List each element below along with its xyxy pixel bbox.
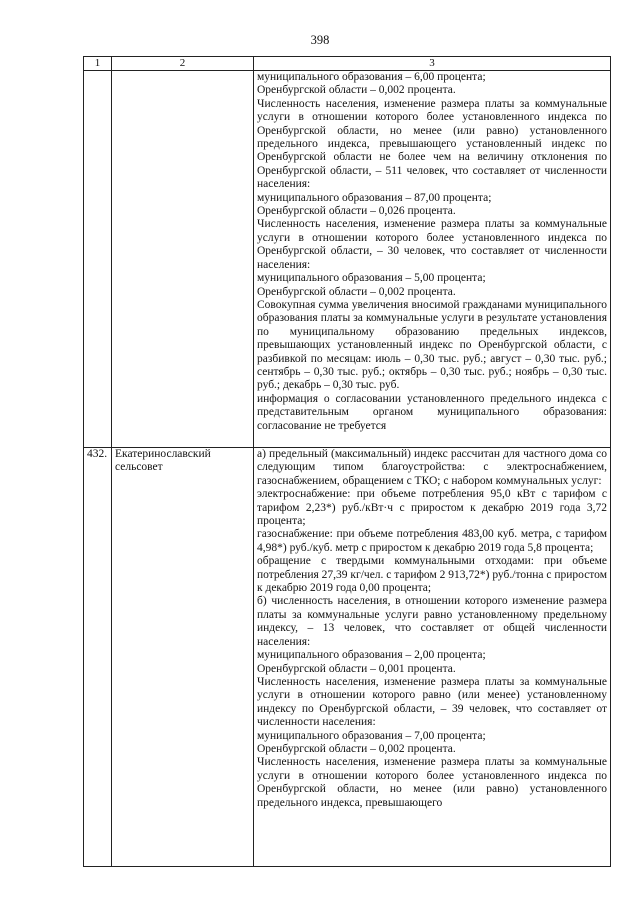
paragraph: Оренбургской области – 0,002 процента. xyxy=(257,84,456,97)
paragraph: б) численность населения, в отношении которого изменение размера платы за коммунальные услуги равно установленному предельному индексу, – 13 человек, что составляет от общей численности населения: xyxy=(257,595,607,648)
paragraph: Совокупная сумма увеличения вносимой гражданами муниципального образования платы за коммунальные услуги в результате установления по муниципальному образованию предельных индексов, превышающих установленный индекс по Оренбургской области, с разбивкой по месяцам: июль – 0,30 тыс. руб.; август – 0,30 тыс. руб.; сентябрь – 0,30 тыс. руб.; октябрь – 0,30 тыс. руб.; ноябрь – 0,30 тыс. руб.; декабрь – 0,30 тыс. руб. xyxy=(257,298,607,392)
paragraph: муниципального образования – 7,00 процента; xyxy=(257,729,486,742)
row-content xyxy=(254,71,611,448)
paragraph: Численность населения, изменение размера платы за коммунальные услуги в отношении которого более установленного индекса по Оренбургской области, но менее (или равно) установленного предельного индекса, превышающего установленный индекс по Оренбургской области не более чем на величину отклонения по Оренбургской области, – 511 человек, что составляет от численности населения: xyxy=(257,97,607,191)
paragraph: электроснабжение: при объеме потребления 95,0 кВт с тарифом с тарифом 2,23*) руб./кВт·ч с приростом к декабрю 2019 года 3,72 процента; xyxy=(257,488,607,528)
paragraph: Оренбургской области – 0,026 процента. xyxy=(257,205,456,218)
document-table xyxy=(83,56,611,867)
table-row xyxy=(84,448,611,867)
paragraph: Численность населения, изменение размера платы за коммунальные услуги в отношении которого более установленного индекса по Оренбургской области, но менее (или равно) установленного предельного индекса, превышающего xyxy=(257,756,607,809)
paragraph: муниципального образования – 6,00 процента; xyxy=(257,71,486,83)
paragraph: Оренбургской области – 0,001 процента. xyxy=(257,662,456,675)
column-header-3: 3 xyxy=(254,57,611,71)
paragraph: информация о согласовании установленного предельного индекса с представительным органом муниципального образования: согласование не требуется xyxy=(257,392,607,432)
paragraph: Численность населения, изменение размера платы за коммунальные услуги в отношении которого более установленного индекса по Оренбургской области, – 30 человек, что составляет от численности населения: xyxy=(257,218,607,271)
column-header-2: 2 xyxy=(112,57,254,71)
row-number: 432. xyxy=(84,448,112,867)
page-number: 398 xyxy=(310,33,330,47)
column-header-1: 1 xyxy=(84,57,112,71)
paragraph: муниципального образования – 2,00 процента; xyxy=(257,649,486,662)
paragraph: Оренбургской области – 0,002 процента. xyxy=(257,742,456,755)
paragraph: а) предельный (максимальный) индекс рассчитан для частного дома со следующим типом благоустройства: с электроснабжением, газоснабжением, обращением с ТКО; с набором коммунальных услуг: xyxy=(257,448,607,487)
paragraph: газоснабжение: при объеме потребления 483,00 куб. метра, с тарифом 4,98*) руб./куб. метр с приростом к декабрю 2019 года 5,8 процента; xyxy=(257,528,607,554)
paragraph: Оренбургской области – 0,002 процента. xyxy=(257,285,456,298)
row-content xyxy=(254,448,611,867)
municipality-name xyxy=(112,71,254,448)
municipality-name: Екатеринославский сельсовет xyxy=(112,448,254,867)
table-row xyxy=(84,71,611,448)
paragraph: муниципального образования – 5,00 процента; xyxy=(257,272,486,285)
paragraph: обращение с твердыми коммунальными отходами: при объеме потребления 27,39 кг/чел. с тарифом 2 913,72*) руб./тонна с приростом к декабрю 2019 года 0,00 процента; xyxy=(257,555,607,595)
paragraph: Численность населения, изменение размера платы за коммунальные услуги в отношении которого равно (или менее) установленному индексу по Оренбургской области, – 39 человек, что составляет от численности населения: xyxy=(257,675,607,729)
column-header-row xyxy=(84,57,611,71)
paragraph: муниципального образования – 87,00 процента; xyxy=(257,191,492,204)
row-number xyxy=(84,71,112,448)
